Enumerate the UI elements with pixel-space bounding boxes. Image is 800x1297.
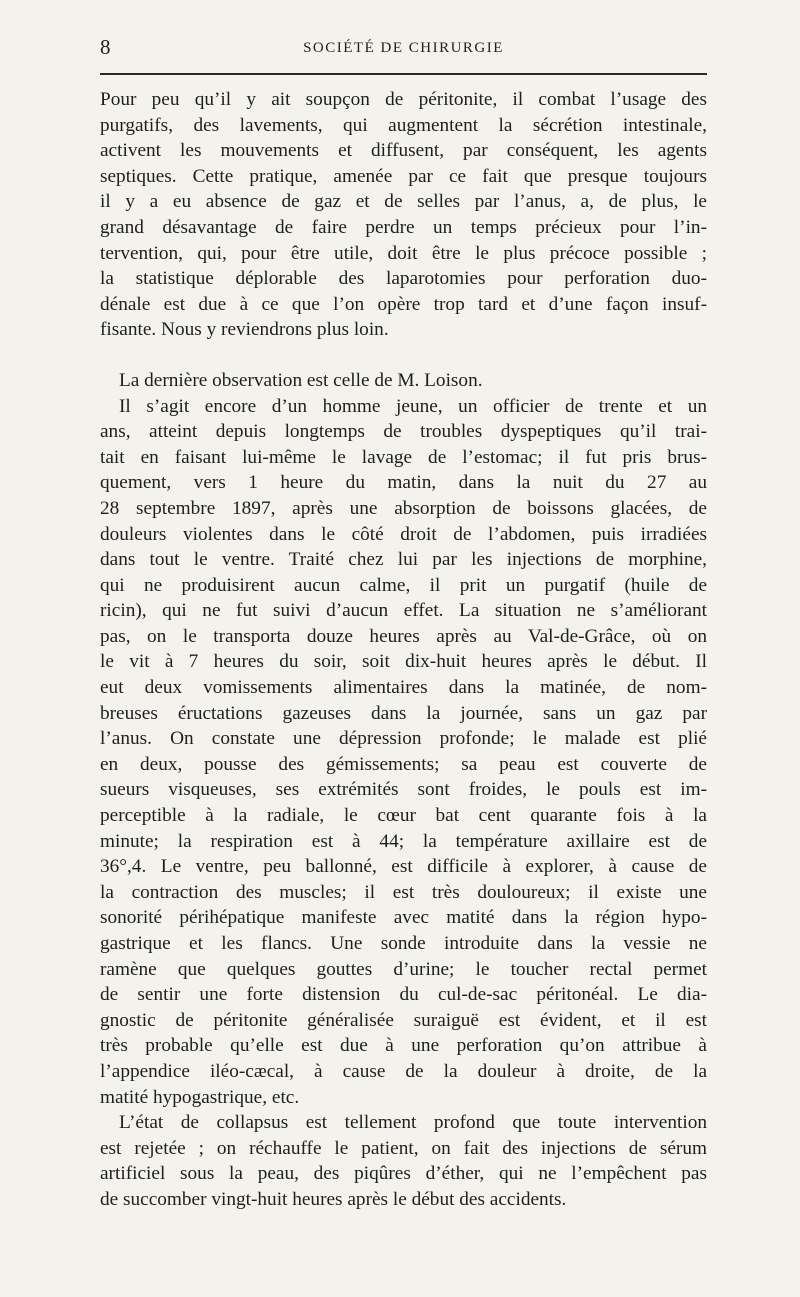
text-line: douleurs violentes dans le côté droit de l’abdomen, puis irradiées: [100, 523, 707, 545]
text-line: ricin), qui ne fut suivi d’aucun effet. La situation ne s’améliorant: [100, 600, 707, 622]
text-line: ans, atteint depuis longtemps de troubles dyspeptiques qu’il trai-: [100, 421, 707, 443]
text-line: en deux, pousse des gémissements; sa peau est couverte de: [100, 753, 707, 775]
text-line: la contraction des muscles; il est très douloureux; il existe une: [100, 881, 707, 903]
text-line: perceptible à la radiale, le cœur bat cent quarante fois à la: [100, 805, 707, 827]
text-line: matité hypogastrique, etc.: [100, 1086, 300, 1108]
text-line: La dernière observation est celle de M. Loison.: [119, 369, 483, 391]
text-line: artificiel sous la peau, des piqûres d’éther, qui ne l’empêchent pas: [100, 1163, 707, 1185]
text-line: est rejetée ; on réchauffe le patient, on fait des injections de sérum: [100, 1137, 707, 1159]
running-title: SOCIÉTÉ DE CHIRURGIE: [303, 40, 504, 56]
text-line: de sentir une forte distension du cul-de-sac péritonéal. Le dia-: [100, 984, 707, 1006]
body-text: [100, 87, 707, 1213]
paragraph-gap: [100, 343, 707, 368]
page-number: 8: [100, 35, 111, 59]
text-line: très probable qu’elle est due à une perforation qu’on attribue à: [100, 1035, 707, 1057]
text-line: 28 septembre 1897, après une absorption de boissons glacées, de: [100, 497, 707, 519]
text-line: qui ne produisirent aucun calme, il prit un purgatif (huile de: [100, 574, 707, 596]
text-line: dénale est due à ce que l’on opère trop tard et d’une façon insuf-: [100, 293, 707, 315]
text-line: ramène que quelques gouttes d’urine; le toucher rectal permet: [100, 958, 707, 980]
text-line: sueurs visqueuses, ses extrémités sont froides, le pouls est im-: [100, 779, 707, 801]
text-line: de succomber vingt-huit heures après le début des accidents.: [100, 1188, 567, 1210]
text-line: quement, vers 1 heure du matin, dans la nuit du 27 au: [100, 472, 707, 494]
paragraph: [100, 368, 707, 394]
text-line: gastrique et les flancs. Une sonde introduite dans la vessie ne: [100, 933, 707, 954]
text-line: sonorité périhépatique manifeste avec matité dans la région hypo-: [100, 907, 707, 929]
paragraph: [100, 394, 707, 1111]
header-rule: [100, 73, 707, 75]
text-line: tervention, qui, pour être utile, doit être le plus précoce possible ;: [100, 242, 707, 264]
text-line: l’anus. On constate une dépression profonde; le malade est plié: [100, 728, 707, 750]
text-line: grand désavantage de faire perdre un temps précieux pour l’in-: [100, 216, 707, 238]
text-line: activent les mouvements et diffusent, par conséquent, les agents: [100, 140, 707, 162]
text-line: purgatifs, des lavements, qui augmentent la sécrétion intestinale,: [100, 114, 707, 136]
text-line: gnostic de péritonite généralisée suraiguë est évident, et il est: [100, 1009, 707, 1031]
text-line: L’état de collapsus est tellement profond que toute intervention: [119, 1112, 707, 1134]
text-line: septiques. Cette pratique, amenée par ce fait que presque toujours: [100, 165, 707, 187]
text-line: 36°,4. Le ventre, peu ballonné, est difficile à explorer, à cause de: [100, 856, 707, 878]
text-line: l’appendice iléo-cæcal, à cause de la douleur à droite, de la: [100, 1060, 707, 1082]
text-line: minute; la respiration est à 44; la température axillaire est de: [100, 830, 707, 852]
text-line: Pour peu qu’il y ait soupçon de péritonite, il combat l’usage des: [100, 89, 707, 110]
paragraph: [100, 87, 707, 343]
text-line: la statistique déplorable des laparotomies pour perforation duo-: [100, 268, 707, 290]
text-line: dans tout le ventre. Traité chez lui par les injections de morphine,: [100, 549, 707, 571]
text-line: pas, on le transporta douze heures après au Val-de-Grâce, où on: [100, 625, 707, 647]
text-line: breuses éructations gazeuses dans la journée, sans un gaz par: [100, 702, 707, 724]
page-header: [100, 34, 707, 64]
text-line: le vit à 7 heures du soir, soit dix-huit heures après le début. Il: [100, 651, 707, 673]
text-line: Il s’agit encore d’un homme jeune, un officier de trente et un: [119, 395, 707, 417]
text-line: tait en faisant lui-même le lavage de l’estomac; il fut pris brus-: [100, 446, 707, 468]
text-line: il y a eu absence de gaz et de selles par l’anus, a, de plus, le: [100, 191, 707, 213]
text-line: fisante. Nous y reviendrons plus loin.: [100, 319, 389, 341]
text-line: eut deux vomissements alimentaires dans la matinée, de nom-: [100, 677, 707, 699]
paragraph: [100, 1110, 707, 1212]
